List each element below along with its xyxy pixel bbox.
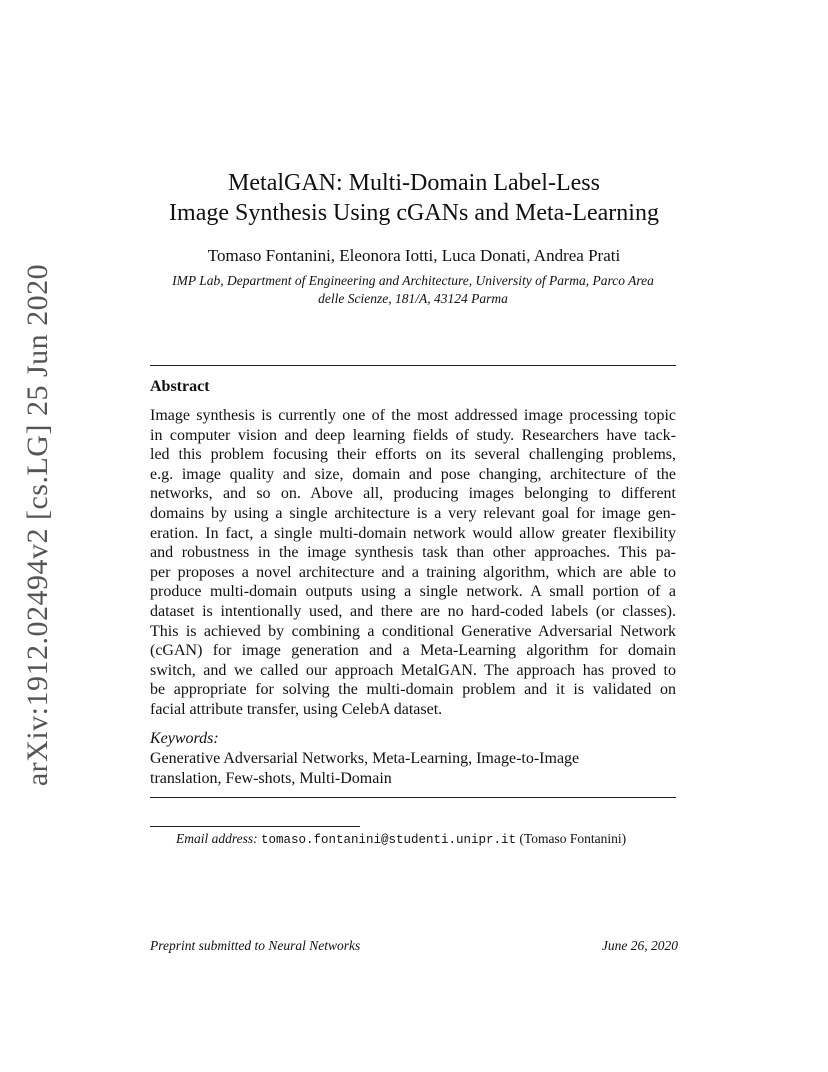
title-line: MetalGAN: Multi-Domain Label-Less bbox=[228, 170, 600, 196]
footnote-rule bbox=[150, 826, 360, 827]
top-rule bbox=[150, 365, 676, 366]
abstract-body bbox=[150, 406, 676, 720]
abstract-line: led this problem focusing their efforts on its several challenging problems, bbox=[150, 446, 676, 464]
keywords-line: Generative Adversarial Networks, Meta-Learning, Image-to-Image bbox=[150, 750, 580, 767]
footnote-name: (Tomaso Fontanini) bbox=[519, 831, 627, 846]
abstract-line: produce multi-domain outputs using a single network. A small portion of a bbox=[150, 583, 676, 601]
keywords-label: Keywords: bbox=[150, 730, 219, 747]
abstract-line: dataset is intentionally used, and there are no hard-coded labels (or classes). bbox=[150, 602, 676, 620]
abstract-line: (cGAN) for image generation and a Meta-Learning algorithm for domain bbox=[150, 642, 676, 660]
preprint-date: June 26, 2020 bbox=[601, 938, 678, 953]
abstract-line: in computer vision and deep learning fields of study. Researchers have tack- bbox=[150, 426, 676, 444]
abstract-line: per proposes a novel architecture and a training algorithm, which are able to bbox=[150, 563, 676, 581]
abstract-line: Image synthesis is currently one of the most addressed image processing topic bbox=[150, 407, 676, 424]
abstract-line: networks, and so on. Above all, producing images belonging to different bbox=[150, 485, 676, 503]
affiliation-line: delle Scienze, 181/A, 43124 Parma bbox=[318, 291, 508, 306]
footnote-label: Email address: bbox=[176, 831, 258, 846]
abstract-line: and robustness in the image synthesis task than other approaches. This pa- bbox=[150, 544, 676, 562]
arxiv-identifier: arXiv:1912.02494v2 [cs.LG] 25 Jun 2020 bbox=[21, 263, 54, 787]
author-list: Tomaso Fontanini, Eleonora Iotti, Luca Donati, Andrea Prati bbox=[207, 246, 621, 265]
bottom-rule bbox=[150, 797, 676, 798]
abstract-line: domains by using a single architecture is a very relevant goal for image gen- bbox=[150, 504, 676, 522]
keywords-line: translation, Few-shots, Multi-Domain bbox=[150, 769, 392, 787]
abstract-line: e.g. image quality and size, domain and pose changing, architecture of the bbox=[150, 465, 676, 483]
affiliation-line: IMP Lab, Department of Engineering and Architecture, University of Parma, Parco Area bbox=[172, 273, 654, 288]
abstract-line: be appropriate for solving the multi-domain problem and it is validated on bbox=[150, 681, 676, 699]
abstract-line: This is achieved by combining a conditional Generative Adversarial Network bbox=[150, 622, 676, 640]
affiliation bbox=[148, 272, 678, 308]
abstract-line: eration. In fact, a single multi-domain network would allow greater flexibility bbox=[150, 524, 676, 542]
footnote bbox=[176, 831, 626, 847]
email-address: tomaso.fontanini@studenti.unipr.it bbox=[261, 833, 517, 847]
abstract-line: facial attribute transfer, using CelebA dataset. bbox=[150, 700, 443, 718]
paper-title bbox=[0, 168, 828, 228]
keywords-list bbox=[150, 749, 676, 788]
title-line: Image Synthesis Using cGANs and Meta-Learning bbox=[169, 200, 659, 226]
abstract-heading: Abstract bbox=[150, 378, 210, 395]
abstract-line: switch, and we called our approach MetalGAN. The approach has proved to bbox=[150, 661, 676, 679]
preprint-note: Preprint submitted to Neural Networks bbox=[150, 938, 361, 953]
